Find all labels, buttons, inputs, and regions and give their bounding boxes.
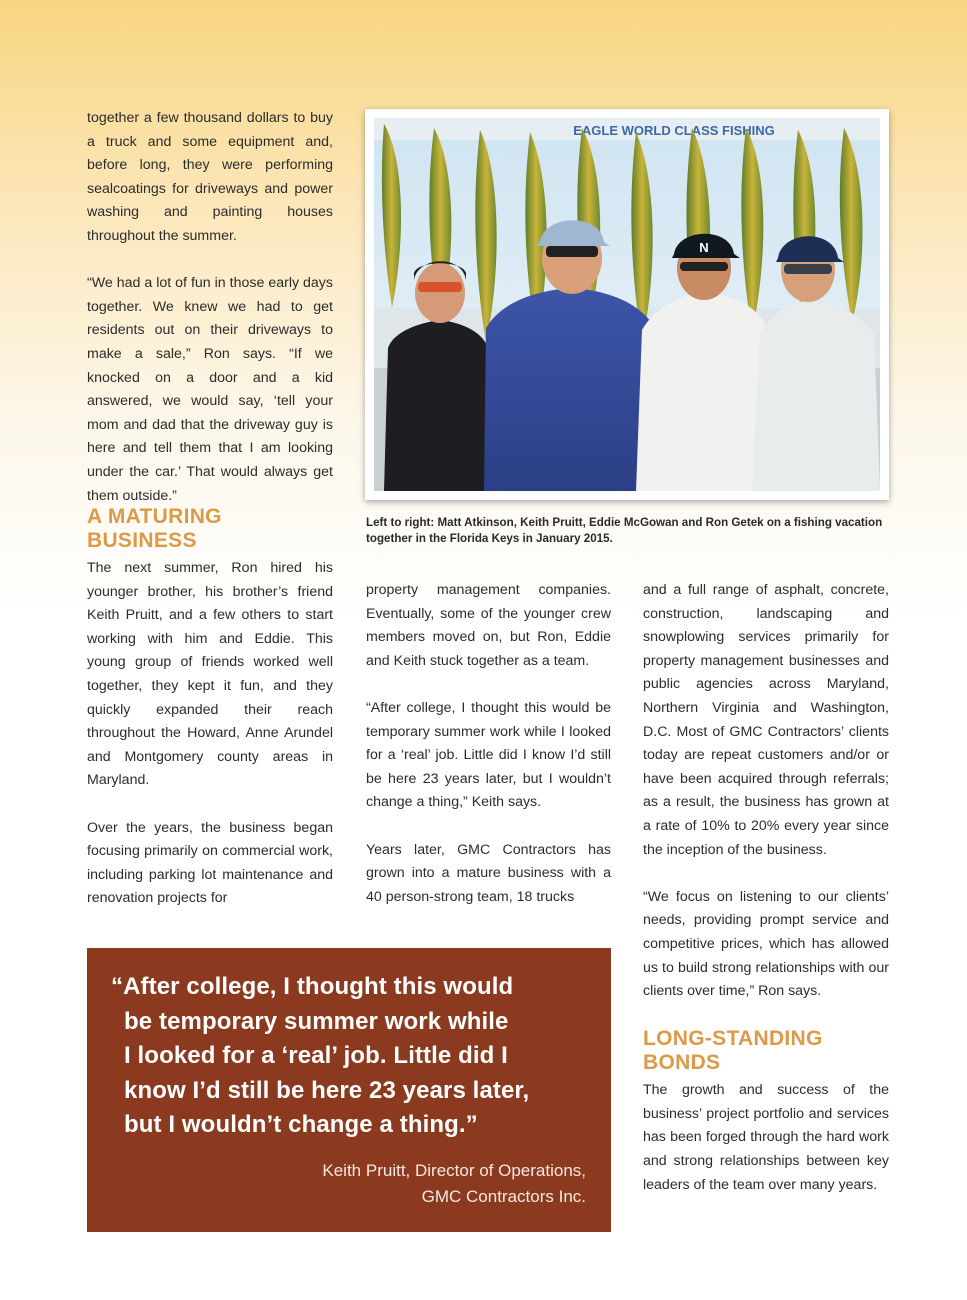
- heading-line: BUSINESS: [87, 529, 197, 552]
- attribution-line: GMC Contractors Inc.: [421, 1187, 586, 1206]
- paragraph: Years later, GMC Contractors has grown into a mature business with a 40 person-strong team, 18 trucks: [366, 841, 611, 905]
- article-column-2: [366, 579, 611, 909]
- pull-quote-text: [111, 970, 587, 1143]
- pull-quote-box: [87, 948, 611, 1232]
- quote-line: I looked for a ‘real’ job. Little did I: [124, 1042, 508, 1069]
- photo-frame: [365, 109, 889, 500]
- section-heading: [643, 1027, 889, 1075]
- paragraph: Over the years, the business began focusing primarily on commercial work, including parking lot maintenance and renovation projects for: [87, 819, 333, 907]
- cap-letter: N: [699, 240, 709, 255]
- section-maturing-business: [87, 505, 333, 911]
- quote-line: know I’d still be here 23 years later,: [124, 1076, 530, 1104]
- quote-line: “After college, I thought this would: [111, 973, 514, 1000]
- heading-line: BONDS: [643, 1051, 721, 1075]
- heading-line: LONG-STANDING: [643, 1027, 823, 1051]
- article-column-3: [643, 579, 889, 1197]
- attribution-line: Keith Pruitt, Director of Operations,: [322, 1161, 586, 1180]
- paragraph: “We had a lot of fun in those early days together. We knew we had to get residents out on their driveways to make a sale,” Ron says. “If we knocked on a door and a kid answered, we would say, ‘tell your mom and dad that the driveway guy is here and tell them that I am looking under the car.’ That would always get them outside.”: [87, 275, 333, 504]
- article-column-1-top: [87, 107, 333, 508]
- photo-caption: Left to right: Matt Atkinson, Keith Pruitt, Eddie McGowan and Ron Getek on a fishing vacation together in the Florida Keys in January 2015.: [366, 516, 883, 545]
- paragraph: together a few thousand dollars to buy a truck and some equipment and, before long, they were performing sealcoatings for driveways and power washing and painting houses throughout the summer.: [87, 110, 333, 244]
- paragraph: The growth and success of the business’ project portfolio and services has been forged through the hard work and strong relationships between key leaders of the team over many years.: [643, 1082, 889, 1193]
- paragraph: “After college, I thought this would be temporary summer work while I looked for a ‘real’ job. Little did I know I’d still be here 23 years later, but I wouldn’t change a thing,” Keith says.: [366, 699, 611, 811]
- section-heading: [87, 505, 333, 553]
- fishing-group-photo: [374, 118, 880, 491]
- paragraph: The next summer, Ron hired his younger brother, his brother’s friend Keith Pruitt, and a few others to start working with him and Eddie. This young group of friends worked well together, they kept it fun, and they quickly expanded their reach throughout the Howard, Anne Arundel and Montgomery county areas in Maryland.: [87, 560, 333, 789]
- paragraph: “We focus on listening to our clients’ needs, providing prompt service and competitive prices, which has allowed us to build strong relationships with our clients over time,” Ron says.: [643, 888, 889, 1000]
- boat-sign-text: EAGLE WORLD CLASS FISHING: [573, 123, 775, 138]
- quote-line: be temporary summer work while: [124, 1007, 509, 1035]
- paragraph: property management companies. Eventually, some of the younger crew members moved on, but Ron, Eddie and Keith stuck together as a team.: [366, 582, 611, 669]
- quote-attribution: [322, 1158, 586, 1210]
- heading-line: A MATURING: [87, 505, 222, 528]
- quote-line: but I wouldn’t change a thing.”: [124, 1111, 478, 1138]
- paragraph: and a full range of asphalt, concrete, construction, landscaping and snowplowing services primarily for property management businesses and public agencies across Maryland, Northern Virginia and Washington, D.C. Most of GMC Contractors’ clients today are repeat customers and/or or have been acquired through referrals; as a result, the business has grown at a rate of 10% to 20% every year since the inception of the business.: [643, 582, 889, 858]
